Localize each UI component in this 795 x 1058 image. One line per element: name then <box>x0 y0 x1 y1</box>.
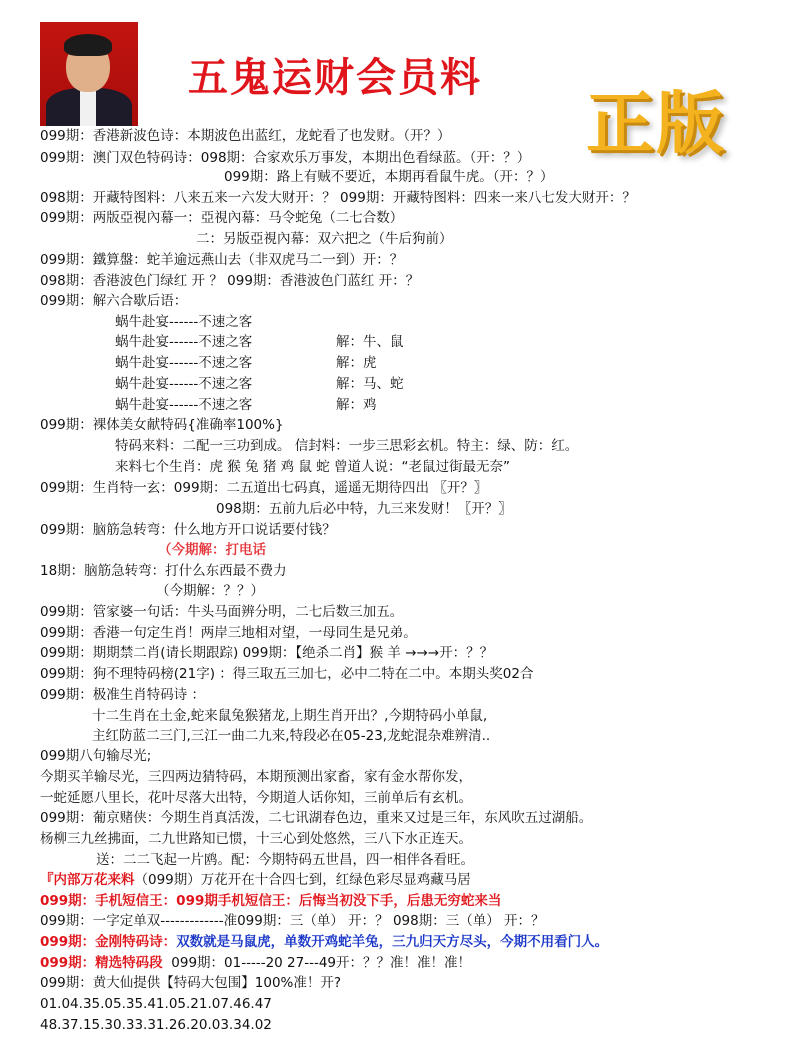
line-lisboa-gambler-2: 杨柳三九丝拂面，二九世路知已惯，十三心到处悠然，三八下水正连天。 <box>40 831 472 847</box>
line-hk-one-sentence: 099期：香港一句定生肖！两岸三地相对望，一母同生是兄弟。 <box>40 625 417 641</box>
line-riddle-5: 蜗牛赴宴------不速之客 <box>115 397 253 413</box>
portrait-photo <box>40 22 138 126</box>
line-zodiac-poem-1: 十二生肖在土金,蛇来鼠兔猴猪龙,上期生肖开出？,今期特码小单鼠, <box>92 708 488 724</box>
line-sms-king: 099期：手机短信王：099期手机短信王：后悔当初没下手，后患无穷蛇来当 <box>40 893 502 909</box>
line-riddle-4: 蜗牛赴宴------不速之客 <box>115 376 253 392</box>
line-atv-insider-1: 099期：两版亞視內幕一：亞視內幕：马令蛇兔（二七合数） <box>40 210 404 226</box>
line-selected-range <box>40 955 471 972</box>
line-zodiac-mystery: 099期：生肖特一玄：099期：二五道出七码真，遥遥无期待四出 〖开？〗 <box>40 480 488 496</box>
kingkong-label: 099期：金刚特码诗： <box>40 934 177 950</box>
line-riddle-1: 蜗牛赴宴------不速之客 <box>115 314 253 330</box>
line-housekeeper: 099期：管家婆一句话：牛头马面辨分明，二七后数三加五。 <box>40 604 404 620</box>
line-riddle-2: 蜗牛赴宴------不速之客 <box>115 334 253 350</box>
line-riddle-5-answer: 解：鸡 <box>336 397 377 413</box>
line-brain-teaser-answer: （今期解：打电话 <box>158 542 266 558</box>
line-eight-sentences-1: 今期买羊输尽光，三四两边猜特码，本期预测出家畜，家有金水帮你发， <box>40 769 472 785</box>
line-ban-two-zodiacs: 099期：期期禁二肖(请长期跟踪) 099期：【绝杀二肖】猴 羊 →→→开：？？ <box>40 645 494 661</box>
selected-range-text: 099期：01-----20 27---49开：？？准！准！准！ <box>171 955 472 971</box>
line-send-match: 送：二二飞起一片鸥。配：今期特码五世昌，四一相伴各看旺。 <box>96 852 474 868</box>
line-goubuli-list: 099期：狗不理特码榜(21字) ：得三取五三加七，必中二特在二中。本期头奖02合 <box>40 666 534 682</box>
line-kingkong-poem <box>40 934 608 951</box>
line-zodiac-mystery-098: 098期：五前九后必中特，九三来发财！〖开？〗 <box>216 501 512 517</box>
line-odd-even: 099期：一字定单双-------------准099期：三（单） 开：？ 098期：三（单） 开：？ <box>40 913 545 929</box>
line-xiehouyu-title: 099期：解六合歇后语： <box>40 293 188 309</box>
selected-range-label: 099期：精选特码段 <box>40 955 163 971</box>
wanhua-label: 『内部万花来料 <box>40 872 135 888</box>
kingkong-text: 双数就是马鼠虎，单数开鸡蛇羊兔，三九归天方尽头，今期不用看门人。 <box>176 934 609 950</box>
line-brain-teaser-18: 18期：脑筋急转弯：打什么东西最不费力 <box>40 563 287 579</box>
line-numbers-2: 48.37.15.30.33.31.26.20.03.34.02 <box>40 1017 272 1033</box>
line-lisboa-gambler: 099期：葡京赌侠：今期生肖真活泼，二七讯湖春色边，重来又过是三年，东风吹五过湖船。 <box>40 810 593 826</box>
line-riddle-4-answer: 解：马、蛇 <box>336 376 404 392</box>
line-macau-color-poem-2: 099期：路上有贼不要近，本期再看鼠牛虎。（开：？） <box>224 169 554 185</box>
line-hk-color-poem: 099期：香港新波色诗：本期波色出蓝红，龙蛇看了也发财。（开？） <box>40 128 451 144</box>
line-nude-beauty: 099期：裸体美女献特码{准确率100%} <box>40 417 284 433</box>
line-huang-daxian: 099期：黄大仙提供【特码大包围】100%准！开? <box>40 975 342 991</box>
genuine-stamp: 正版 <box>586 84 727 164</box>
line-special-code-material: 特码来料：二配一三功到成。 信封料：一步三思彩玄机。特主：绿、防：红。 <box>115 438 579 454</box>
line-riddle-3: 蜗牛赴宴------不速之客 <box>115 355 253 371</box>
line-wanhua-material <box>40 872 471 889</box>
line-riddle-2-answer: 解：牛、鼠 <box>336 334 404 350</box>
line-eight-sentences-title: 099期八句输尽光; <box>40 748 152 764</box>
line-macau-color-poem: 099期：澳门双色特码诗：098期：合家欢乐万事发，本期出色看绿蓝。（开：？） <box>40 150 531 166</box>
line-brain-teaser-18-answer: （今期解：？？） <box>156 583 264 599</box>
line-numbers-1: 01.04.35.05.35.41.05.21.07.46.47 <box>40 996 272 1012</box>
line-open-chart: 098期：开藏特图料：八来五来一六发大财开：？ 099期：开藏特图料：四来一来八七发大财开：？ <box>40 190 636 206</box>
line-atv-insider-2: 二：另版亞視內幕：双六把之（牛后狗前） <box>196 231 453 247</box>
line-eight-sentences-2: 一蛇延愿八里长，花叶尽落大出特，今期道人话你知，三前单后有玄机。 <box>40 790 472 806</box>
line-riddle-3-answer: 解：虎 <box>336 355 377 371</box>
line-zodiac-poem-2: 主红防蓝二三门,三江一曲二九来,特段必在05-23,龙蛇混杂难辨清.. <box>92 728 491 744</box>
line-zodiac-poem-title: 099期：极准生肖特码诗 ： <box>40 687 206 703</box>
page-title: 五鬼运财会员料 <box>188 54 482 101</box>
line-seven-zodiacs: 来料七个生肖：虎 猴 兔 猪 鸡 鼠 蛇 曾道人说：“老鼠过街最无奈” <box>115 459 511 475</box>
line-brain-teaser: 099期：脑筋急转弯：什么地方开口说话要付钱？ <box>40 522 336 538</box>
line-abacus: 099期：鐵算盤：蛇羊逾远燕山去（非双虎马二一到）开：？ <box>40 252 404 268</box>
wanhua-text: （099期）万花开在十合四七到，红绿色彩尽显鸡藏马居 <box>134 872 471 888</box>
line-hk-color-gate: 098期：香港波色门绿红 开 ？ 099期：香港波色门蓝红 开：？ <box>40 273 420 289</box>
